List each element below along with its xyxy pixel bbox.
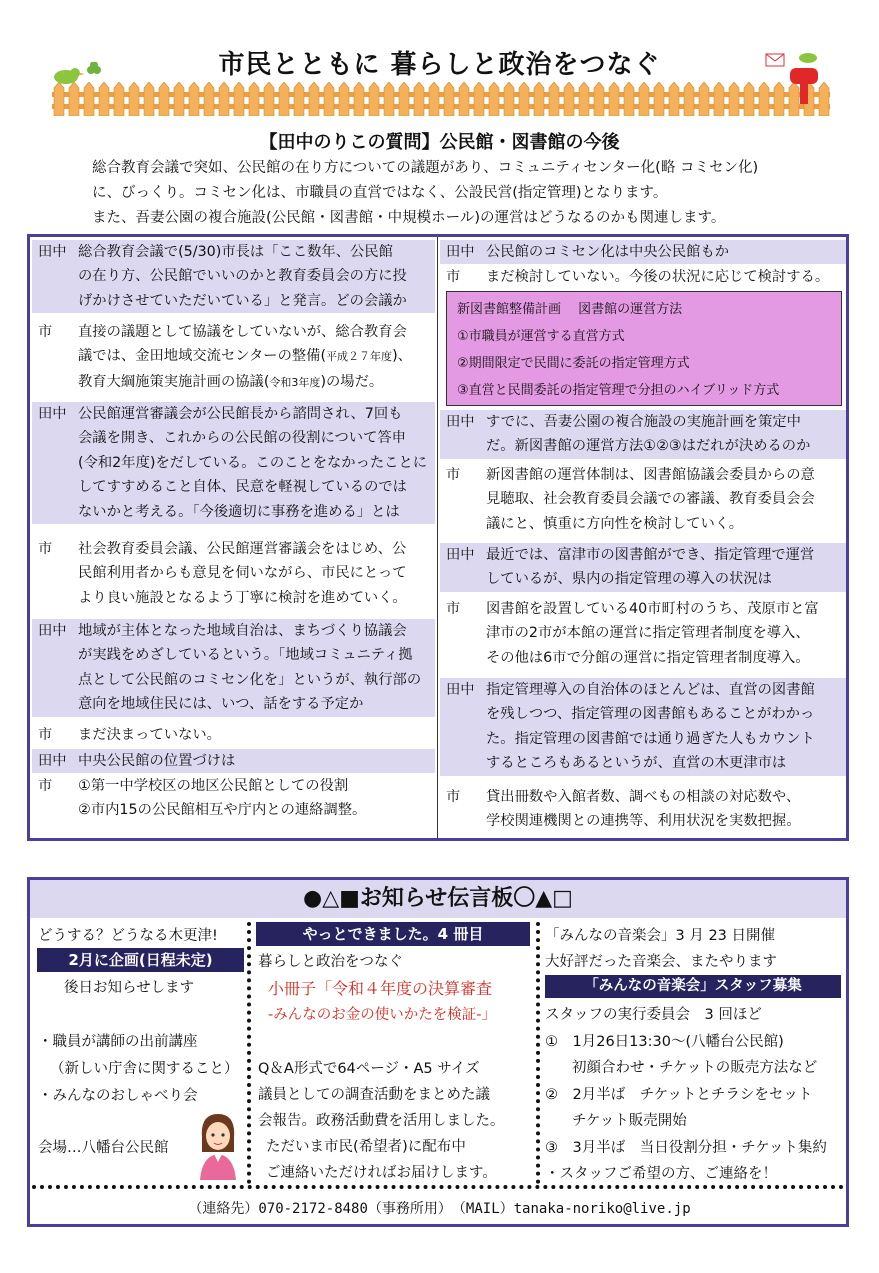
fence-picket [579,82,589,116]
qa-line: 公民館のコミセン化は中央公民館もか [486,244,730,260]
col3-line: ・スタッフご希望の方、ご連絡を！ [545,1166,777,1182]
fence-picket [114,82,124,116]
qa-line: だ。新図書館の運営方法①②③はだれが決めるのか [486,438,811,455]
fence-picket [624,82,634,116]
speaker-label: 市 [38,727,53,743]
fence-picket [189,82,199,116]
question-row [440,410,846,459]
fence-picket [414,82,424,116]
qa-line: 中央公民館の位置づけは [78,753,236,769]
board-divider [32,1185,844,1189]
question-row [440,678,846,776]
qa-line: すでに、吾妻公園の複合施設の実施計画を策定中 [486,414,801,430]
qa-line: 公民館運営審議会が公民館長から諮問され、7回も [78,406,403,422]
answer-row [440,785,846,834]
qa-line-tail: )、 [392,348,412,365]
col2-line: Q＆A形式で64ページ・A5 サイズ [258,1061,480,1077]
col3-line: チケット販売開始 [572,1113,687,1129]
qa-line: を残しつつ、指定管理の図書館もあることがわかっ [486,706,815,723]
col1-line: ・みんなのおしゃべり会 [38,1088,198,1104]
fence-picket [144,82,154,116]
question-row [32,402,435,524]
board-title: ●△■お知らせ伝言板〇▲□ [30,880,846,918]
question-title: 【田中のりこの質問】公民館・図書館の今後 [259,132,620,153]
qa-line-tail: )の場だ。 [320,373,384,390]
col1-banner: 2月に企画(日程未定) [37,948,244,972]
question-row [32,240,435,313]
fence-picket [684,82,694,116]
intro-line: に、びっくり。コミセン化は、市職員の直営ではなく、公設民営(指定管理)となります。 [92,185,668,201]
qa-line: 図書館を設置している40市町村のうち、茂原市と富 [486,601,819,617]
col3-line: 大好評だった音楽会、またやります [545,954,777,970]
fence-picket [249,82,259,116]
qa-line: 見聴取、社会教育委員会議での審議、教育委員会会 [486,491,815,508]
question-row [440,543,846,592]
fence-picket [129,82,139,116]
col3-line: 「みんなの音楽会」3 月 23 日開催 [545,928,776,944]
qa-line: た。指定管理の図書館では通り過ぎた人もカウント [486,730,815,747]
speaker-label: 市 [446,789,461,805]
fence-picket [384,82,394,116]
fence-picket [654,82,664,116]
qa-line: しているが、県内の指定管理の導入の状況は [486,571,772,588]
fence-picket [294,82,304,116]
fence-picket [444,82,454,116]
fence-picket [279,82,289,116]
qa-line: 最近では、富津市の図書館ができ、指定管理で運営 [486,547,815,563]
plan-item: ②期間限定で民間に委託の指定管理方式 [457,356,690,371]
qa-line: 議にと、慎重に方向性を検討していく。 [486,515,744,532]
booklet-title: 小冊子「令和４年度の決算審査 [268,979,493,998]
speaker-label: 田中 [446,244,475,260]
plan-item: ①市職員が運営する直営方式 [457,329,625,344]
qa-line: の在り方、公民館でいいのかと教育委員会の方に投 [78,268,407,285]
col3-line: スタッフの実行委員会 3 回ほど [545,1007,762,1023]
mailbox-icon [762,46,826,106]
booklet-subtitle: -みんなのお金の使いかたを検証-」 [268,1007,496,1023]
fence-picket [729,82,739,116]
col1-line: ・職員が講師の出前講座 [38,1034,198,1050]
col3-line: ③ 3月半ば 当日役割分担・チケット集約 [545,1140,827,1156]
contact-info: （連絡先）070-2172-8480（事務所用） （MAIL）tanaka-noriko@live.jp [188,1201,691,1217]
col1-line: 会場…八幡台公民館 [38,1140,169,1156]
question-row [32,619,435,717]
speaker-label: 田中 [446,414,475,430]
fence-picket [609,82,619,116]
fence-picket [369,82,379,116]
col1-line: （新しい庁舎に関すること） [50,1061,239,1077]
fence-picket [264,82,274,116]
qa-line: 津市の2市が本館の運営に指定管理者制度を導入、 [486,625,810,642]
qa-line: 社会教育委員会議、公民館運営審議会をはじめ、公 [78,541,407,557]
qa-line: まだ決まっていない。 [78,727,221,743]
board-divider [536,922,540,1184]
col3-banner: 「みんなの音楽会」スタッフ募集 [545,975,841,998]
plan-item: ③直営と民間委託の指定管理で分担のハイブリッド方式 [457,383,780,398]
speaker-label: 市 [38,541,53,557]
fence-picket [489,82,499,116]
question-row [440,240,846,264]
col2-line: 会報告。政務活動費を活用しました。 [258,1113,505,1129]
answer-row [32,537,435,610]
fence-picket [669,82,679,116]
qa-line: 民館利用者からも意見を伺いながら、市民にとって [78,565,407,582]
fence-picket [519,82,529,116]
qa-line: 会議を開き、これからの公民館の役割について答申 [78,430,406,447]
qa-line: 指定管理導入の自治体のほとんどは、直営の図書館 [486,682,815,698]
speaker-label: 市 [446,269,461,285]
column-divider [437,237,438,838]
fence-picket [309,82,319,116]
board-divider [247,922,251,1184]
col3-line: ② 2月半ば チケットとチラシをセット [545,1087,813,1103]
qa-line: 学校関連機関との連携等、利用状況を実数把握。 [486,813,801,830]
qa-line: 意向を地域住民には、いつ、話をする予定か [78,696,364,713]
qa-line: (令和2年度)をだしている。このことをなかったことに [78,454,428,471]
speaker-label: 田中 [38,753,67,769]
fence-picket [594,82,604,116]
fence-picket [339,82,349,116]
qa-line: 直接の議題として協議をしていないが、総合教育会 [78,324,407,340]
qa-line: 地域が主体となった地域自治は、まちづくり協議会 [78,623,407,639]
col3-line: ① 1月26日13:30～(八幡台公民館) [545,1034,784,1050]
fence-picket [474,82,484,116]
fence-picket [159,82,169,116]
intro-line: 総合教育会議で突如、公民館の在り方についての議題があり、コミュニティセンター化(略 コミセン化) [92,160,759,176]
answer-row [32,320,435,395]
col2-banner: やっとできました。4 冊目 [256,922,530,946]
qa-line: ないかと考える。「今後適切に事務を進める」とは [78,503,400,520]
speaker-label: 田中 [38,244,67,260]
qa-line: 新図書館の運営体制は、図書館協議会委員からの意 [486,467,815,483]
answer-row [440,463,846,536]
col2-line: 議員としての調査活動をまとめた議 [258,1087,490,1103]
answer-row [32,774,435,823]
qa-line: ①第一中学校区の地区公民館としての役割 [78,778,349,794]
fence-picket [699,82,709,116]
speaker-label: 田中 [446,547,475,563]
fence-picket [429,82,439,116]
fence-picket [639,82,649,116]
qa-line: 総合教育会議で(5/30)市長は「ここ数年、公民館 [78,244,393,260]
fence-picket [504,82,514,116]
bird-clover-icon [46,62,106,88]
qa-line: まだ検討していない。今後の状況に応じて検討する。 [486,269,830,285]
plan-title: 新図書館整備計画 図書館の運営方法 [457,302,683,317]
col1-heading: どうする？どうなる木更津! [38,928,218,944]
page-title: 市民とともに 暮らしと政治をつなぐ [218,50,661,80]
col2-line: ただいま市民(希望者)に配布中 [266,1139,466,1155]
qa-line: 教育大綱施策実施計画の協議(令和3年度)の場だ。 [78,373,384,390]
qa-line: その他は6市で分館の運営に指定管理者制度導入。 [486,649,810,666]
library-plan-box [446,291,842,406]
qa-line: げかけさせていただいている」と発言。どの会議か [78,292,407,309]
fence-picket [564,82,574,116]
year-note: 平成２７年度 [326,350,393,364]
speaker-label: 市 [446,467,461,483]
qa-line: より良い施設となるよう丁寧に検討を進めていく。 [78,589,407,606]
question-row [32,749,435,773]
fence-picket [549,82,559,116]
answer-row [440,265,846,289]
qa-line: 点として公民館のコミセン化を」というが、執行部の [78,671,422,688]
fence-picket [204,82,214,116]
answer-row [440,597,846,670]
speaker-label: 田中 [38,406,67,422]
fence-picket [714,82,724,116]
speaker-label: 市 [446,601,461,617]
fence-picket [219,82,229,116]
year-note: 令和3年度 [269,375,321,389]
qa-line: 貸出冊数や入館者数、調べもの相談の対応数や、 [486,789,801,805]
qa-line: ②市内15の公民館相互や庁内との連絡調整。 [78,802,367,819]
col1-line: 後日お知らせします [64,980,195,996]
fence-picket [174,82,184,116]
qa-line: するところもあるというが、直営の木更津市は [486,755,787,772]
speaker-label: 田中 [38,623,67,639]
fence-picket [744,82,754,116]
qa-line: 議では、金田地域交流センターの整備(平成２７年度)、 [78,348,412,365]
speaker-label: 市 [38,778,53,794]
qa-line: が実践をめざしているという。「地域コミュニティ拠 [78,647,413,664]
fence-picket [534,82,544,116]
fence-decoration [52,82,830,116]
col2-line: 暮らしと政治をつなぐ [258,954,403,970]
intro-line: また、吾妻公園の複合施設(公民館・図書館・中規模ホール)の運営はどうなるのかも関連します。 [92,210,726,226]
fence-picket [354,82,364,116]
col3-line: 初顔合わせ・チケットの販売方法など [572,1060,818,1076]
fence-picket [459,82,469,116]
speaker-label: 市 [38,324,53,340]
fence-picket [324,82,334,116]
col2-line: ご連絡いただければお届けします。 [266,1165,497,1181]
speaker-label: 田中 [446,682,475,698]
woman-illustration [194,1108,242,1180]
fence-picket [399,82,409,116]
answer-row [32,723,435,747]
fence-picket [234,82,244,116]
qa-line: してすすめること自体、民意を軽視しているのでは [78,479,407,496]
intro-text [92,156,862,231]
